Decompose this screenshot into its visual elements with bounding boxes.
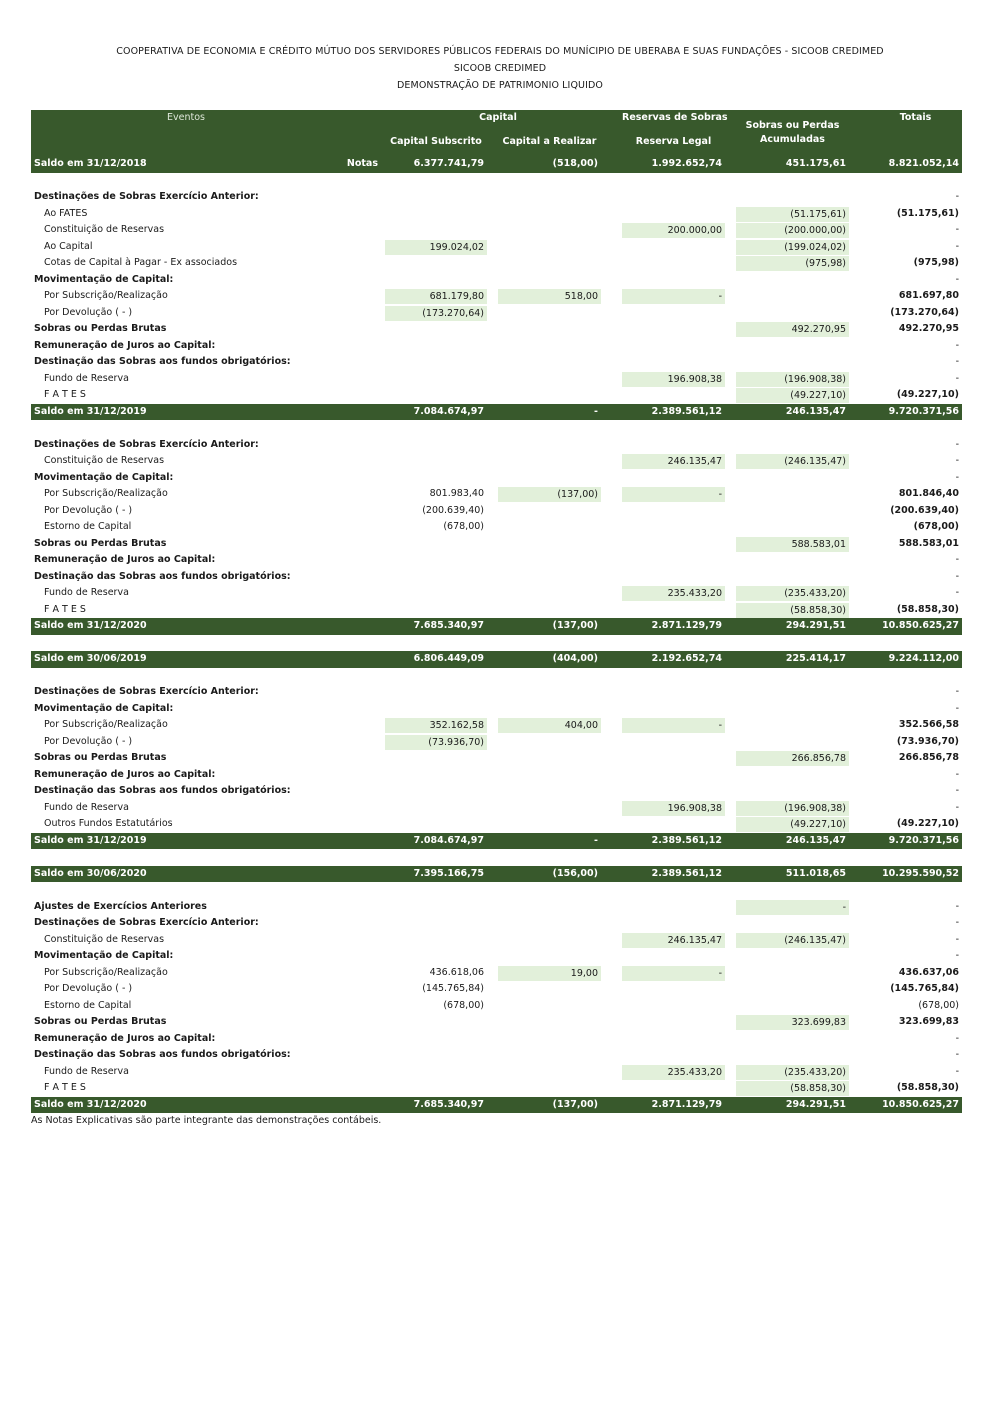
value-cell: 801.983,40 [429, 488, 484, 499]
header-capital-realizar: Capital a Realizar [502, 136, 597, 147]
table-row [31, 585, 962, 602]
value-cell: (137,00) [552, 620, 598, 631]
table-row [31, 354, 962, 371]
row-label: Sobras ou Perdas Brutas [34, 537, 167, 549]
table-row [31, 239, 962, 256]
value-cell: 7.685.340,97 [413, 1098, 484, 1110]
table-row [31, 272, 962, 289]
company-title: COOPERATIVA DE ECONOMIA E CRÉDITO MÚTUO DOS SERVIDORES PÚBLICOS FEDERAIS DO MUNÍCIPIO DE UBERABA E SUAS FUNDAÇÕES - SICOOB CREDIMED [116, 46, 884, 57]
balance-row [31, 404, 962, 421]
value-cell: (200.000,00) [736, 223, 849, 238]
value-cell: 436.618,06 [429, 966, 484, 978]
spacer-row [31, 173, 962, 190]
table-row [31, 1047, 962, 1064]
total-cell: - [955, 438, 959, 450]
value-cell: 246.135,47 [622, 454, 725, 469]
row-label: Saldo em 31/12/2020 [34, 1098, 147, 1110]
value-cell: 404,00 [498, 718, 601, 733]
value-cell: 451.175,61 [785, 158, 846, 169]
spacer-row [31, 635, 962, 652]
balance-row [31, 866, 962, 883]
total-cell: (49.227,10) [896, 389, 959, 400]
table-row [31, 932, 962, 949]
table-row [31, 1064, 962, 1081]
table-row [31, 602, 962, 619]
total-cell: - [955, 455, 959, 466]
row-label: F A T E S [44, 389, 86, 400]
value-cell: (51.175,61) [736, 207, 849, 222]
header-capital-subscrito: Capital Subscrito [390, 136, 482, 147]
equity-statement-table [31, 110, 962, 1113]
notas-label: Notas [346, 158, 378, 169]
value-cell: (200.639,40) [422, 504, 484, 516]
row-label: Destinações de Sobras Exercício Anterior: [34, 191, 259, 202]
total-cell: 10.850.625,27 [882, 1098, 959, 1110]
total-cell: - [955, 950, 959, 961]
value-cell: 681.179,80 [385, 289, 487, 304]
total-cell: 588.583,01 [898, 537, 959, 549]
value-cell: - [622, 966, 725, 981]
total-cell: - [955, 339, 959, 351]
spacer-row [31, 668, 962, 685]
row-label: Saldo em 31/12/2019 [34, 834, 147, 846]
total-cell: 10.295.590,52 [882, 867, 959, 879]
value-cell: (173.270,64) [385, 306, 487, 321]
table-row [31, 767, 962, 784]
row-label: Por Subscrição/Realização [44, 290, 168, 301]
total-cell: - [955, 785, 959, 796]
value-cell: (58.858,30) [736, 1081, 849, 1096]
total-cell: 9.720.371,56 [888, 834, 959, 846]
table-row [31, 734, 962, 751]
total-cell: 266.856,78 [898, 752, 959, 763]
row-label: Fundo de Reserva [44, 1065, 129, 1077]
value-cell: 246.135,47 [785, 405, 846, 417]
value-cell: (235.433,20) [736, 1065, 849, 1080]
footnote: As Notas Explicativas são parte integrante das demonstrações contábeis. [31, 1115, 382, 1126]
row-label: Saldo em 31/12/2019 [34, 405, 147, 417]
row-label: Saldo em 31/12/2018 [34, 158, 147, 169]
table-row [31, 552, 962, 569]
row-label: Por Subscrição/Realização [44, 488, 168, 499]
table-row [31, 371, 962, 388]
row-label: Sobras ou Perdas Brutas [34, 323, 167, 334]
header-sobras-line2: Acumuladas [760, 134, 825, 145]
value-cell: (49.227,10) [736, 817, 849, 832]
table-row [31, 750, 962, 767]
total-cell: (73.936,70) [896, 735, 959, 747]
total-cell: 323.699,83 [898, 1016, 959, 1027]
total-cell: 9.720.371,56 [888, 405, 959, 417]
spacer-row [31, 849, 962, 866]
value-cell: (137,00) [552, 1098, 598, 1110]
balance-row [31, 1097, 962, 1114]
value-cell: (518,00) [552, 158, 598, 169]
total-cell: (51.175,61) [896, 207, 959, 219]
value-cell: 6.806.449,09 [413, 653, 484, 664]
row-label: Sobras ou Perdas Brutas [34, 1016, 167, 1027]
value-cell: 7.084.674,97 [413, 834, 484, 846]
row-label: Constituição de Reservas [44, 455, 165, 466]
table-row [31, 255, 962, 272]
row-label: F A T E S [44, 603, 86, 615]
value-cell: - [736, 900, 849, 915]
row-label: Destinações de Sobras Exercício Anterior: [34, 686, 259, 697]
value-cell: (678,00) [443, 999, 484, 1011]
value-cell: 2.871.129,79 [651, 1098, 722, 1110]
table-row [31, 965, 962, 982]
value-cell: 199.024,02 [385, 240, 487, 255]
table-row [31, 783, 962, 800]
value-cell: 235.433,20 [622, 586, 725, 601]
row-label: Constituição de Reservas [44, 933, 165, 945]
value-cell: (137,00) [498, 487, 601, 502]
table-row [31, 1031, 962, 1048]
table-row [31, 981, 962, 998]
value-cell: 246.135,47 [785, 834, 846, 846]
total-cell: 9.224.112,00 [888, 653, 959, 664]
row-label: Por Devolução ( - ) [44, 735, 133, 747]
row-label: Destinação das Sobras aos fundos obrigatórios: [34, 785, 291, 796]
value-cell: 246.135,47 [622, 933, 725, 948]
header-sobras [736, 119, 849, 147]
total-cell: 352.566,58 [898, 719, 959, 730]
table-row [31, 998, 962, 1015]
row-label: Remuneração de Juros ao Capital: [34, 554, 216, 565]
total-cell: 801.846,40 [898, 488, 959, 499]
value-cell: - [622, 289, 725, 304]
total-cell: (975,98) [913, 257, 959, 268]
company-name: SICOOB CREDIMED [453, 63, 547, 74]
value-cell: (975,98) [736, 256, 849, 271]
row-label: Por Devolução ( - ) [44, 983, 133, 994]
value-cell: 19,00 [498, 966, 601, 981]
row-label: Fundo de Reserva [44, 372, 129, 384]
table-row [31, 338, 962, 355]
row-label: Movimentação de Capital: [34, 950, 174, 961]
value-cell: 7.395.166,75 [413, 867, 484, 879]
value-cell: - [594, 405, 598, 417]
row-label: Destinação das Sobras aos fundos obrigatórios: [34, 1049, 291, 1060]
row-label: Destinações de Sobras Exercício Anterior: [34, 917, 259, 928]
value-cell: 2.389.561,12 [651, 867, 722, 879]
total-cell: 436.637,06 [898, 966, 959, 978]
total-cell: - [955, 1049, 959, 1060]
row-label: Ao FATES [44, 207, 88, 219]
table-row [31, 701, 962, 718]
total-cell: 492.270,95 [898, 323, 959, 334]
header-reservas: Reservas de Sobras [622, 112, 728, 123]
total-cell: - [955, 768, 959, 780]
total-cell: - [955, 224, 959, 235]
balance-row [31, 618, 962, 635]
header-eventos: Eventos [167, 112, 205, 123]
table-row [31, 948, 962, 965]
row-label: Estorno de Capital [44, 999, 132, 1011]
table-row [31, 305, 962, 322]
table-row [31, 189, 962, 206]
header-sobras-line1: Sobras ou Perdas [745, 120, 840, 131]
table-row [31, 387, 962, 404]
table-row [31, 1080, 962, 1097]
row-label: Por Devolução ( - ) [44, 504, 133, 516]
value-cell: - [622, 718, 725, 733]
total-cell: - [955, 933, 959, 945]
value-cell: (246.135,47) [736, 933, 849, 948]
document-title: DEMONSTRAÇÃO DE PATRIMONIO LIQUIDO [397, 80, 603, 91]
total-cell: - [955, 702, 959, 714]
value-cell: 266.856,78 [736, 751, 849, 766]
total-cell: - [955, 686, 959, 697]
value-cell: 2.389.561,12 [651, 405, 722, 417]
value-cell: (196.908,38) [736, 372, 849, 387]
total-cell: (678,00) [913, 521, 959, 532]
value-cell: (199.024,02) [736, 240, 849, 255]
value-cell: (156,00) [552, 867, 598, 879]
row-label: Movimentação de Capital: [34, 471, 174, 483]
total-cell: - [955, 1065, 959, 1077]
value-cell: 1.992.652,74 [651, 158, 722, 169]
value-cell: 2.871.129,79 [651, 620, 722, 631]
value-cell: 323.699,83 [736, 1015, 849, 1030]
row-label: Remuneração de Juros ao Capital: [34, 1032, 216, 1044]
table-row [31, 717, 962, 734]
row-label: Remuneração de Juros ao Capital: [34, 339, 216, 351]
balance-row [31, 651, 962, 668]
row-label: Por Subscrição/Realização [44, 719, 168, 730]
table-row [31, 800, 962, 817]
value-cell: 7.084.674,97 [413, 405, 484, 417]
total-cell: - [955, 191, 959, 202]
row-label: Ajustes de Exercícios Anteriores [34, 900, 207, 912]
value-cell: - [622, 487, 725, 502]
row-label: Saldo em 31/12/2020 [34, 620, 147, 631]
table-row [31, 453, 962, 470]
balance-row [31, 833, 962, 850]
table-row [31, 206, 962, 223]
row-label: Movimentação de Capital: [34, 702, 174, 714]
table-row [31, 519, 962, 536]
row-label: Constituição de Reservas [44, 224, 165, 235]
total-cell: (58.858,30) [896, 1082, 959, 1093]
table-row [31, 288, 962, 305]
value-cell: (58.858,30) [736, 603, 849, 618]
value-cell: 235.433,20 [622, 1065, 725, 1080]
value-cell: 7.685.340,97 [413, 620, 484, 631]
total-cell: - [955, 801, 959, 813]
table-row [31, 536, 962, 553]
row-label: F A T E S [44, 1082, 86, 1093]
row-label: Cotas de Capital à Pagar - Ex associados [44, 257, 238, 268]
value-cell: 200.000,00 [622, 223, 725, 238]
table-row [31, 470, 962, 487]
total-cell: 10.850.625,27 [882, 620, 959, 631]
value-cell: (235.433,20) [736, 586, 849, 601]
value-cell: 352.162,58 [385, 718, 487, 733]
table-row [31, 816, 962, 833]
spacer-row [31, 420, 962, 437]
row-label: Destinação das Sobras aos fundos obrigatórios: [34, 570, 291, 582]
header-capital: Capital [479, 112, 517, 123]
value-cell: - [594, 834, 598, 846]
table-row [31, 503, 962, 520]
value-cell: (145.765,84) [422, 983, 484, 994]
value-cell: 2.389.561,12 [651, 834, 722, 846]
value-cell: 511.018,65 [785, 867, 846, 879]
row-label: Estorno de Capital [44, 521, 132, 532]
value-cell: (49.227,10) [736, 388, 849, 403]
total-cell: - [955, 356, 959, 367]
value-cell: 294.291,51 [785, 620, 846, 631]
row-label: Saldo em 30/06/2020 [34, 867, 147, 879]
total-cell: - [955, 273, 959, 285]
table-row [31, 486, 962, 503]
table-row [31, 222, 962, 239]
total-cell: - [955, 240, 959, 252]
value-cell: (196.908,38) [736, 801, 849, 816]
row-label: Por Subscrição/Realização [44, 966, 168, 978]
total-cell: - [955, 900, 959, 912]
row-label: Fundo de Reserva [44, 801, 129, 813]
total-cell: - [955, 372, 959, 384]
value-cell: 196.908,38 [622, 372, 725, 387]
value-cell: 225.414,17 [785, 653, 846, 664]
row-label: Por Devolução ( - ) [44, 306, 133, 318]
table-row [31, 569, 962, 586]
total-cell: (173.270,64) [890, 306, 959, 318]
total-cell: - [955, 570, 959, 582]
value-cell: 196.908,38 [622, 801, 725, 816]
row-label: Destinação das Sobras aos fundos obrigatórios: [34, 356, 291, 367]
total-cell: 8.821.052,14 [888, 158, 959, 169]
total-cell: (145.765,84) [890, 983, 959, 994]
table-row [31, 1014, 962, 1031]
table-row [31, 915, 962, 932]
row-label: Destinações de Sobras Exercício Anterior: [34, 438, 259, 450]
table-row [31, 899, 962, 916]
total-cell: - [955, 1032, 959, 1044]
table-row [31, 321, 962, 338]
total-cell: (58.858,30) [896, 603, 959, 615]
table-body [31, 156, 962, 1113]
header-totais: Totais [899, 112, 932, 123]
table-row [31, 684, 962, 701]
row-label: Outros Fundos Estatutários [44, 818, 173, 829]
total-cell: - [955, 917, 959, 928]
value-cell: (73.936,70) [385, 735, 487, 750]
value-cell: 518,00 [498, 289, 601, 304]
total-cell: 681.697,80 [898, 290, 959, 301]
row-label: Sobras ou Perdas Brutas [34, 752, 167, 763]
row-label: Ao Capital [44, 240, 93, 252]
row-label: Saldo em 30/06/2019 [34, 653, 147, 664]
total-cell: (678,00) [918, 999, 959, 1011]
total-cell: (49.227,10) [896, 818, 959, 829]
spacer-row [31, 882, 962, 899]
value-cell: 2.192.652,74 [651, 653, 722, 664]
value-cell: 492.270,95 [736, 322, 849, 337]
row-label: Fundo de Reserva [44, 587, 129, 598]
row-label: Movimentação de Capital: [34, 273, 174, 285]
value-cell: (678,00) [443, 521, 484, 532]
total-cell: - [955, 587, 959, 598]
row-label: Remuneração de Juros ao Capital: [34, 768, 216, 780]
value-cell: (404,00) [552, 653, 598, 664]
table-header [31, 110, 962, 156]
total-cell: (200.639,40) [890, 504, 959, 516]
value-cell: 588.583,01 [736, 537, 849, 552]
header-reserva-legal: Reserva Legal [635, 136, 712, 147]
total-cell: - [955, 471, 959, 483]
balance-row [31, 156, 962, 173]
table-row [31, 437, 962, 454]
total-cell: - [955, 554, 959, 565]
value-cell: (246.135,47) [736, 454, 849, 469]
value-cell: 6.377.741,79 [413, 158, 484, 169]
value-cell: 294.291,51 [785, 1098, 846, 1110]
